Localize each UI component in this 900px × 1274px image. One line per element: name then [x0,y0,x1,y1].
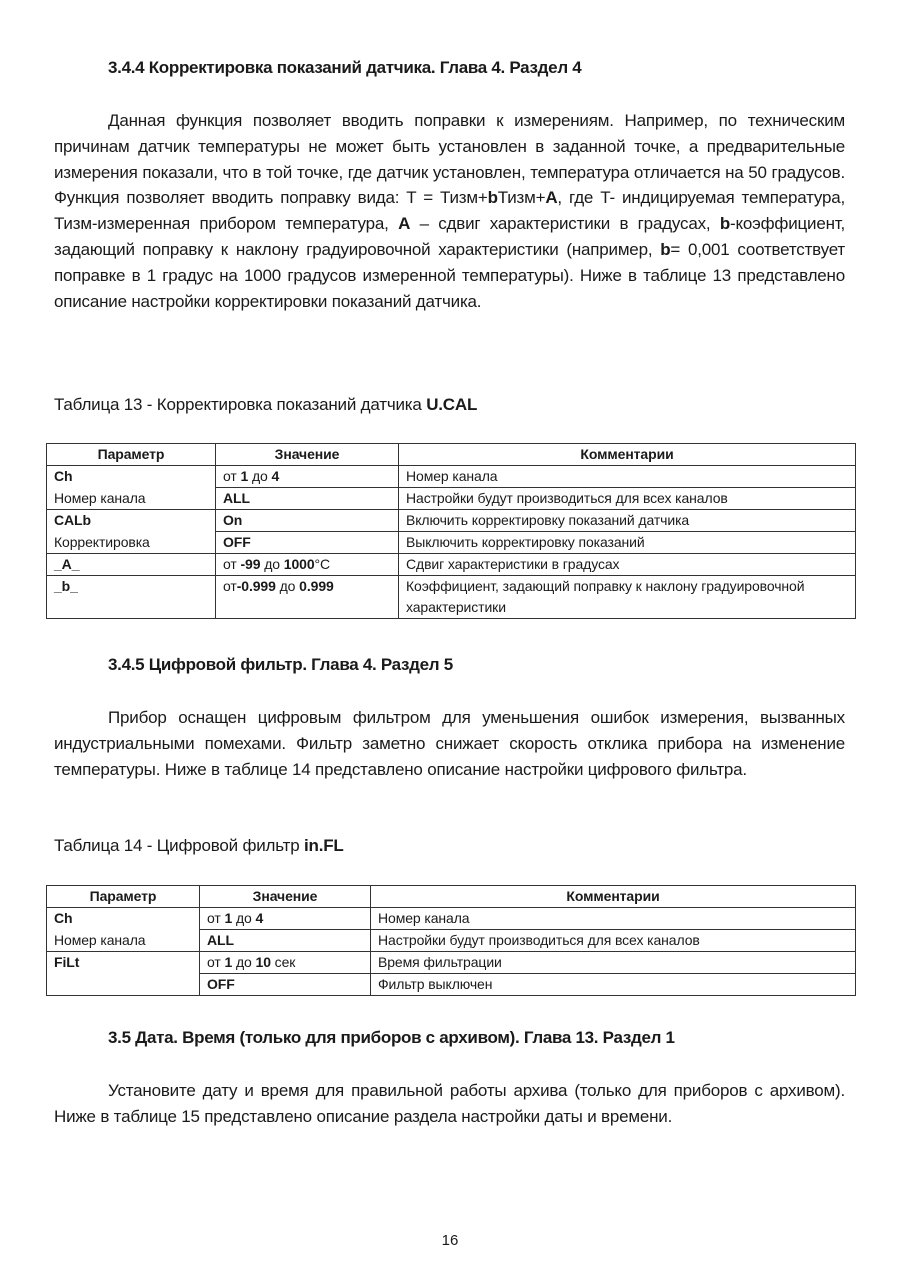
cell-comment: Время фильтрации [371,952,856,974]
table-row [47,532,856,554]
bold-text-run: ALL [223,490,250,506]
paragraph-text: Прибор оснащен цифровым фильтром для уменьшения ошибок измерения, вызванных индустриальными помехами. Фильтр заметно снижает скорость отклика прибора на изменение температуры. Ниже в таблице 14 представлено описание настройки цифрового фильтра. [54,708,845,779]
cell-value [200,952,371,974]
paragraph-text: Установите дату и время для правильной работы архива (только для приборов с архивом). Ниже в таблице 15 представлено описание раздела настройки даты и времени. [54,1081,845,1126]
text-run: до [260,556,284,572]
cell-comment: Настройки будут производиться для всех каналов [399,488,856,510]
table-row [47,952,856,974]
section-paragraph-3-4-5 [54,705,845,782]
bold-text-run: 4 [255,910,264,926]
table-row [47,554,856,576]
bold-text-run: 1 [224,910,233,926]
bold-text-run: -99 [240,556,261,572]
cell-comment: Номер канала [371,908,856,930]
section-heading-3-4-4: 3.4.4 Корректировка показаний датчика. Глава 4. Раздел 4 [108,58,582,77]
section-heading-3-5: 3.5 Дата. Время (только для приборов с архивом). Глава 13. Раздел 1 [108,1028,675,1047]
section-paragraph-3-4-4 [54,108,845,314]
cell-comment: Коэффициент, задающий поправку к наклону градуировочной характеристики [399,576,856,619]
cell-value [216,554,399,576]
column-header-value: Значение [216,444,399,466]
text-run: от [223,578,237,594]
text-run: до [275,578,300,594]
cell-comment: Выключить корректировку показаний [399,532,856,554]
text-run: Тизм+ [497,188,546,208]
cell-value [216,466,399,488]
text-run: Данная функция позволяет вводить поправки к измерениям. Например, по техническим причинам датчик температуры не может быть установлен в заданной точке, а предварительные измерения показали, что в той точке, где датчик установлен, температура отличается на 50 градусов. Функция позволяет вводить поправку вида: T = Тизм+ [54,111,845,208]
bold-text-run: b [719,214,730,234]
cell-comment: Фильтр выключен [371,974,856,996]
column-header-parameter: Параметр [47,444,216,466]
cell-value [216,532,399,554]
table-14-caption [54,836,344,856]
bold-text-run: b [660,239,671,259]
bold-text-run: 10 [255,954,271,970]
cell-parameter [47,974,200,996]
cell-value [216,576,399,619]
column-header-comments: Комментарии [399,444,856,466]
table-row [47,510,856,532]
text-run: до [232,954,256,970]
text-run: , где T- индицируемая температура, Тизм-измеренная прибором температура, [54,188,846,234]
bold-text-run: 1 [240,468,249,484]
cell-parameter: Корректировка [47,532,216,554]
text-run: = 0,001 соответствует поправке в 1 градус на 1000 градусов измеренной температуры). Ниже в таблице 13 представлено описание настройки корректировки показаний датчика. [54,239,845,311]
caption-text: Таблица 14 - Цифровой фильтр [54,836,304,855]
cell-value [216,488,399,510]
bold-text-run: OFF [223,534,251,550]
text-run: – сдвиг характеристики в градусах, [410,214,720,234]
paragraph-text [54,111,845,311]
cell-comment: Настройки будут производиться для всех каналов [371,930,856,952]
text-run: -коэффициент, задающий поправку к наклону градуировочной характеристики (например, [54,214,845,259]
section-paragraph-3-5 [54,1078,845,1130]
caption-code: U.CAL [426,395,478,414]
table-13 [46,443,856,619]
cell-value [200,930,371,952]
bold-text-run: OFF [207,976,235,992]
bold-text-run: 4 [271,468,280,484]
table-14 [46,885,856,996]
bold-text-run: b [487,188,498,208]
bold-text-run: 0.999 [299,578,334,594]
cell-comment: Номер канала [399,466,856,488]
table-13-caption [54,395,477,415]
cell-parameter: Номер канала [47,930,200,952]
cell-parameter: Ch [47,466,216,488]
cell-parameter: FiLt [47,952,200,974]
cell-parameter: _A_ [47,554,216,576]
bold-text-run: 1 [224,954,233,970]
text-run: до [248,468,272,484]
bold-text-run: A [398,214,411,234]
cell-parameter: CALb [47,510,216,532]
bold-text-run: 1000 [283,556,315,572]
section-heading-3-4-5: 3.4.5 Цифровой фильтр. Глава 4. Раздел 5 [108,655,453,674]
column-header-value: Значение [200,886,371,908]
bold-text-run: ALL [207,932,234,948]
bold-text-run: On [223,512,243,528]
cell-parameter: Ch [47,908,200,930]
table-row [47,466,856,488]
column-header-parameter: Параметр [47,886,200,908]
cell-value [200,974,371,996]
cell-comment: Сдвиг характеристики в градусах [399,554,856,576]
table-header-row [47,886,856,908]
table-row [47,908,856,930]
text-run: от [223,468,241,484]
text-run: до [232,910,256,926]
cell-parameter: Номер канала [47,488,216,510]
text-run: сек [270,954,296,970]
text-run: от [223,556,241,572]
table-row [47,576,856,619]
cell-value [216,510,399,532]
table-row [47,930,856,952]
page-number: 16 [441,1232,459,1249]
text-run: от [207,954,225,970]
cell-comment: Включить корректировку показаний датчика [399,510,856,532]
table-header-row [47,444,856,466]
table-row [47,974,856,996]
text-run: от [207,910,225,926]
text-run: °C [314,556,331,572]
cell-value [200,908,371,930]
caption-code: in.FL [303,836,344,855]
cell-parameter: _b_ [47,576,216,619]
caption-text: Таблица 13 - Корректировка показаний датчика [54,395,427,414]
column-header-comments: Комментарии [371,886,856,908]
bold-text-run: -0.999 [236,578,276,594]
bold-text-run: A [545,188,558,208]
table-row [47,488,856,510]
